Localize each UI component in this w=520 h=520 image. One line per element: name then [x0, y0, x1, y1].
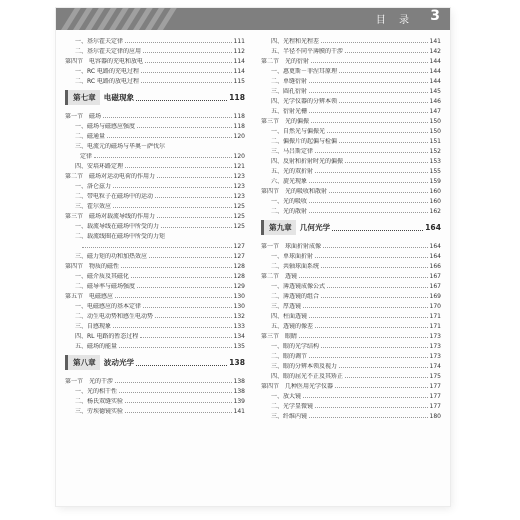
entry-page-number: 162 — [429, 208, 441, 215]
toc-subsection-entry[interactable] — [65, 160, 245, 170]
dot-leader — [155, 317, 232, 318]
dot-leader — [303, 397, 428, 398]
toc-section-entry[interactable] — [261, 240, 441, 250]
toc-left-column — [65, 35, 245, 415]
dot-leader — [131, 277, 232, 278]
toc-subsection-entry[interactable] — [261, 45, 441, 55]
entry-label: 二、光学显微镜 — [271, 403, 314, 410]
toc-subsection-entry[interactable] — [261, 310, 441, 320]
dot-leader — [119, 392, 232, 393]
dot-leader — [121, 267, 232, 268]
entry-page-number: 142 — [429, 48, 441, 55]
entry-label: 二、磁通量 — [75, 133, 106, 140]
dot-leader — [299, 277, 428, 278]
dot-leader — [309, 112, 428, 113]
entry-label: 四、光学仪器的分辨本领 — [271, 98, 338, 105]
entry-page-number: 171 — [429, 313, 441, 320]
toc-subsection-entry[interactable] — [261, 280, 441, 290]
entry-page-number: 159 — [429, 178, 441, 185]
dot-leader — [145, 62, 232, 63]
header-page-number: 3 — [430, 8, 440, 24]
entry-page-number: 118 — [233, 113, 245, 120]
dot-leader — [309, 182, 428, 183]
dot-leader — [107, 137, 232, 138]
toc-section-entry[interactable] — [261, 270, 441, 280]
entry-label: 二、带电粒子在磁场中的运动 — [75, 193, 154, 200]
dot-leader — [136, 359, 227, 366]
entry-label: 五、半径不同平薄膜的干涉 — [271, 48, 344, 55]
entry-page-number: 120 — [233, 153, 245, 160]
toc-subsection-entry[interactable] — [261, 125, 441, 135]
toc-subsection-entry[interactable] — [65, 230, 245, 240]
entry-label: 三、厚透镜 — [271, 303, 302, 310]
dot-leader — [140, 337, 231, 338]
entry-page-number: 130 — [233, 293, 245, 300]
toc-subsection-entry[interactable] — [65, 190, 245, 200]
dot-leader — [299, 337, 428, 338]
book-page — [56, 8, 450, 506]
entry-page-number: 125 — [233, 213, 245, 220]
toc-subsection-entry[interactable] — [261, 350, 441, 360]
dot-leader — [137, 127, 232, 128]
entry-label: 六、旋光现象 — [271, 178, 308, 185]
dot-leader — [315, 327, 428, 328]
toc-subsection-entry[interactable] — [65, 120, 245, 130]
entry-label: 三、马吕斯定律 — [271, 148, 314, 155]
toc-subsection-entry[interactable] — [261, 35, 441, 45]
entry-page-number: 112 — [233, 48, 245, 55]
dot-leader — [137, 287, 232, 288]
toc-subsection-entry[interactable] — [261, 300, 441, 310]
entry-label: 二、光的散射 — [271, 208, 308, 215]
toc-section-entry[interactable] — [65, 110, 245, 120]
entry-label: 三、纤维内镜 — [271, 413, 308, 420]
toc-chapter-entry[interactable] — [65, 90, 245, 104]
entry-page-number: 132 — [233, 313, 245, 320]
dot-leader — [125, 42, 232, 43]
entry-page-number: 111 — [233, 38, 245, 45]
toc-subsection-entry[interactable] — [261, 135, 441, 145]
toc-subsection-entry[interactable] — [261, 360, 441, 370]
toc-section-entry[interactable] — [65, 210, 245, 220]
toc-subsection-entry[interactable] — [65, 130, 245, 140]
dot-leader — [143, 52, 232, 53]
entry-page-number: 167 — [429, 273, 441, 280]
entry-page-number: 144 — [429, 68, 441, 75]
entry-page-number: 144 — [429, 78, 441, 85]
entry-label: 第二节 透镜 — [261, 273, 298, 280]
toc-subsection-entry[interactable] — [261, 410, 441, 420]
entry-page-number: 160 — [429, 198, 441, 205]
toc-section-entry[interactable] — [261, 55, 441, 65]
entry-page-number: 114 — [233, 58, 245, 65]
toc-subsection-entry[interactable] — [65, 180, 245, 190]
toc-section-entry[interactable] — [65, 290, 245, 300]
dot-leader — [141, 72, 232, 73]
entry-label: 三、眼的分辨本领及视力 — [271, 363, 338, 370]
entry-label: 第一节 磁场 — [65, 113, 102, 120]
entry-page-number: 155 — [429, 168, 441, 175]
entry-label: 定律 — [80, 153, 93, 160]
entry-page-number: 121 — [233, 163, 245, 170]
entry-page-number: 139 — [233, 398, 245, 405]
toc-subsection-entry[interactable] — [261, 195, 441, 205]
toc-subsection-entry[interactable] — [261, 65, 441, 75]
dot-leader — [125, 402, 232, 403]
entry-label: 一、光的吸收 — [271, 198, 308, 205]
dot-leader — [149, 257, 232, 258]
dot-leader — [321, 347, 428, 348]
chapter-page-number: 118 — [229, 92, 245, 102]
chapter-page-number: 138 — [229, 357, 245, 367]
entry-label: 五、衍射光栅 — [271, 108, 308, 115]
entry-label: 二、磁导率与磁场强度 — [75, 283, 136, 290]
entry-page-number: 114 — [233, 68, 245, 75]
entry-label: 第四节 几种医用光学仪器 — [261, 383, 334, 390]
entry-label: 第一节 光的干涉 — [65, 378, 114, 385]
entry-label: 四、RL 电路的暂态过程 — [75, 333, 139, 340]
entry-label: 一、载流导线在磁场中所受的力 — [75, 223, 160, 230]
chapter-title: 电磁现象 — [103, 92, 135, 102]
dot-leader — [329, 192, 428, 193]
entry-page-number: 153 — [429, 158, 441, 165]
dot-leader — [103, 117, 232, 118]
entry-label: 三、劳埃德镜实验 — [75, 408, 124, 415]
toc-section-entry[interactable] — [65, 170, 245, 180]
chapter-number: 第九章 — [261, 220, 296, 235]
toc-section-entry[interactable] — [261, 115, 441, 125]
entry-label: 四、安培环路定理 — [75, 163, 124, 170]
entry-label: 第一节 球面折射成像 — [261, 243, 322, 250]
toc-subsection-entry[interactable] — [261, 390, 441, 400]
dot-leader — [315, 257, 428, 258]
entry-page-number: 130 — [233, 303, 245, 310]
entry-label: 第四节 电容器的充电和放电 — [65, 58, 144, 65]
toc-section-entry[interactable] — [65, 375, 245, 385]
dot-leader — [155, 197, 232, 198]
toc-subsection-entry[interactable] — [261, 95, 441, 105]
entry-label: 三、霍尔效应 — [75, 203, 112, 210]
entry-page-number: 147 — [429, 108, 441, 115]
dot-leader — [309, 212, 428, 213]
entry-label: 一、磁介质及其磁化 — [75, 273, 130, 280]
entry-page-number: 177 — [429, 393, 441, 400]
entry-page-number: 151 — [429, 138, 441, 145]
dot-leader — [345, 162, 428, 163]
dot-leader — [345, 52, 428, 53]
toc-subsection-entry[interactable] — [65, 35, 245, 45]
toc-subsection-entry[interactable] — [65, 270, 245, 280]
dot-leader — [143, 307, 232, 308]
toc-subsection-entry[interactable] — [261, 340, 441, 350]
toc-subsection-entry[interactable] — [261, 320, 441, 330]
entry-label: 第二节 光的衍射 — [261, 58, 310, 65]
entry-page-number: 164 — [429, 243, 441, 250]
entry-label: 二、单缝衍射 — [271, 78, 308, 85]
toc-section-entry[interactable] — [261, 330, 441, 340]
entry-page-number: 128 — [233, 263, 245, 270]
dot-leader — [161, 227, 232, 228]
toc-subsection-entry[interactable] — [261, 260, 441, 270]
dot-leader — [311, 62, 428, 63]
dot-leader — [125, 412, 232, 413]
entry-page-number: 150 — [429, 128, 441, 135]
toc-subsection-entry[interactable] — [261, 205, 441, 215]
entry-page-number: 164 — [429, 253, 441, 260]
entry-page-number: 150 — [429, 118, 441, 125]
toc-subsection-entry[interactable] — [261, 105, 441, 115]
page-header — [56, 8, 450, 30]
dot-leader — [157, 217, 232, 218]
dot-leader — [309, 317, 428, 318]
entry-label: 四、光程和光程差 — [271, 38, 320, 45]
dot-leader — [309, 357, 428, 358]
entry-label: 二、偏振片的起偏与检偏 — [271, 138, 338, 145]
dot-leader — [309, 82, 428, 83]
entry-label: 第三节 光的偏振 — [261, 118, 310, 125]
entry-label: 二、杨氏双缝实验 — [75, 398, 124, 405]
toc-subsection-entry[interactable] — [261, 250, 441, 260]
entry-page-number: 115 — [233, 78, 245, 85]
entry-label: 一、放大镜 — [271, 393, 302, 400]
dot-leader — [303, 307, 428, 308]
chapter-title: 波动光学 — [103, 357, 135, 367]
entry-page-number: 138 — [233, 378, 245, 385]
dot-leader — [315, 152, 428, 153]
entry-page-number: 160 — [429, 188, 441, 195]
entry-label: 第三节 眼睛 — [261, 333, 298, 340]
toc-subsection-entry[interactable] — [261, 400, 441, 410]
toc-subsection-entry[interactable] — [65, 330, 245, 340]
toc-subsection-entry[interactable] — [261, 85, 441, 95]
entry-page-number: 127 — [233, 243, 245, 250]
toc-right-column — [261, 35, 441, 420]
entry-label: 第五节 电磁感应 — [65, 293, 114, 300]
entry-page-number: 146 — [429, 98, 441, 105]
dot-leader — [113, 327, 232, 328]
dot-leader — [311, 122, 428, 123]
entry-label: 一、RC 电路的充电过程 — [75, 68, 139, 75]
toc-subsection-entry[interactable] — [261, 155, 441, 165]
entry-label: 一、自然光与偏振光 — [271, 128, 326, 135]
dot-leader — [321, 42, 428, 43]
header-title: 目 录 — [375, 15, 414, 26]
entry-page-number: 177 — [429, 403, 441, 410]
entry-page-number: 175 — [429, 373, 441, 380]
dot-leader — [339, 102, 428, 103]
dot-leader — [136, 94, 227, 101]
toc-chapter-entry[interactable] — [65, 355, 245, 369]
entry-label: 一、眼的光学结构 — [271, 343, 320, 350]
dot-leader — [82, 247, 232, 248]
toc-section-entry[interactable] — [65, 260, 245, 270]
toc-subsection-entry[interactable] — [261, 370, 441, 380]
chapter-page-number: 164 — [425, 222, 441, 232]
entry-label: 一、基尔霍夫定律 — [75, 38, 124, 45]
entry-label: 四、柱面透镜 — [271, 313, 308, 320]
dot-leader — [309, 417, 428, 418]
entry-page-number: 141 — [429, 38, 441, 45]
entry-page-number: 144 — [429, 58, 441, 65]
entry-label: 一、薄透镜成像公式 — [271, 283, 326, 290]
entry-page-number: 174 — [429, 363, 441, 370]
dot-leader — [309, 92, 428, 93]
entry-label: 四、眼的屈光不正及其矫正 — [271, 373, 344, 380]
entry-label: 第二节 磁场对运动电荷的作用力 — [65, 173, 156, 180]
entry-label: 二、薄透镜的组合 — [271, 293, 320, 300]
toc-subsection-entry[interactable] — [261, 175, 441, 185]
entry-page-number: 135 — [233, 343, 245, 350]
toc-subsection-entry[interactable] — [261, 145, 441, 155]
entry-page-number: 123 — [233, 183, 245, 190]
entry-page-number: 173 — [429, 353, 441, 360]
entry-page-number: 125 — [233, 223, 245, 230]
dot-leader — [315, 407, 428, 408]
entry-label: 五、磁场的能量 — [75, 343, 118, 350]
toc-subsection-entry[interactable] — [65, 140, 245, 150]
dot-leader — [309, 202, 428, 203]
entry-label: 一、光的相干性 — [75, 388, 118, 395]
dot-leader — [125, 167, 232, 168]
entry-label: 三、圆孔衍射 — [271, 88, 308, 95]
entry-label: 三、自感现象 — [75, 323, 112, 330]
dot-leader — [315, 172, 428, 173]
dot-leader — [335, 387, 428, 388]
entry-page-number: 120 — [233, 133, 245, 140]
dot-leader — [339, 72, 428, 73]
entry-page-number: 134 — [233, 333, 245, 340]
dot-leader — [339, 367, 428, 368]
dot-leader — [119, 347, 232, 348]
entry-label: 第四节 物质的磁性 — [65, 263, 120, 270]
entry-page-number: 166 — [429, 263, 441, 270]
toc-chapter-entry[interactable] — [261, 220, 441, 234]
chapter-title: 几何光学 — [299, 222, 331, 232]
toc-subsection-entry[interactable] — [65, 405, 245, 415]
entry-label: 一、洛仑兹力 — [75, 183, 112, 190]
toc-subsection-entry[interactable] — [65, 300, 245, 310]
entry-page-number: 171 — [429, 323, 441, 330]
entry-label: 一、惠更斯－菲涅耳原理 — [271, 68, 338, 75]
entry-label: 五、光的双折射 — [271, 168, 314, 175]
toc-subsection-entry[interactable] — [65, 150, 245, 160]
entry-label: 三、电流元的磁场与毕奥－萨伐尔 — [75, 143, 166, 150]
toc-subsection-entry[interactable] — [65, 250, 245, 260]
entry-label: 第三节 磁场对载流导线的作用力 — [65, 213, 156, 220]
toc-subsection-entry[interactable] — [261, 290, 441, 300]
toc-subsection-entry[interactable] — [65, 45, 245, 55]
dot-leader — [141, 82, 232, 83]
entry-page-number: 133 — [233, 323, 245, 330]
dot-leader — [115, 297, 232, 298]
dot-leader — [157, 177, 232, 178]
entry-page-number: 125 — [233, 203, 245, 210]
toc-subsection-entry[interactable] — [261, 75, 441, 85]
toc-section-entry[interactable] — [261, 380, 441, 390]
entry-label: 第四节 光的吸收和散射 — [261, 188, 328, 195]
toc-subsection-entry[interactable] — [65, 75, 245, 85]
toc-subsection-entry[interactable] — [65, 280, 245, 290]
entry-label: 一、单球面折射 — [271, 253, 314, 260]
toc-subsection-entry[interactable] — [65, 395, 245, 405]
entry-label: 二、基尔霍夫定律的应用 — [75, 48, 142, 55]
entry-label: 二、载流线圈在磁场中所受的力矩 — [75, 233, 166, 240]
entry-label: 二、眼的调节 — [271, 353, 308, 360]
entry-page-number: 173 — [429, 343, 441, 350]
entry-page-number: 173 — [429, 333, 441, 340]
entry-page-number: 128 — [233, 273, 245, 280]
entry-page-number: 167 — [429, 283, 441, 290]
toc-section-entry[interactable] — [261, 185, 441, 195]
dot-leader — [113, 207, 232, 208]
entry-page-number: 180 — [429, 413, 441, 420]
toc-subsection-entry[interactable] — [65, 200, 245, 210]
dot-leader — [321, 297, 428, 298]
entry-page-number: 141 — [233, 408, 245, 415]
entry-page-number: 129 — [233, 283, 245, 290]
entry-page-number: 127 — [233, 253, 245, 260]
dot-leader — [327, 287, 428, 288]
entry-label: 三、磁力矩的功和加热效应 — [75, 253, 148, 260]
entry-label: 四、反射和折射时光的偏振 — [271, 158, 344, 165]
toc-subsection-entry[interactable] — [65, 65, 245, 75]
chapter-number: 第七章 — [65, 90, 100, 105]
toc-subsection-entry[interactable] — [65, 220, 245, 230]
dot-leader — [339, 142, 428, 143]
entry-label: 一、电磁感应的基本定律 — [75, 303, 142, 310]
toc-subsection-entry[interactable] — [261, 165, 441, 175]
dot-leader — [94, 157, 232, 158]
toc-subsection-entry[interactable] — [65, 385, 245, 395]
dot-leader — [323, 247, 428, 248]
dot-leader — [115, 382, 232, 383]
dot-leader — [321, 267, 428, 268]
dot-leader — [327, 132, 428, 133]
entry-label: 一、磁场与磁感应强度 — [75, 123, 136, 130]
dot-leader — [345, 377, 428, 378]
toc-subsection-entry[interactable] — [65, 340, 245, 350]
entry-page-number: 138 — [233, 388, 245, 395]
entry-page-number: 123 — [233, 193, 245, 200]
entry-page-number: 118 — [233, 123, 245, 130]
entry-page-number: 145 — [429, 88, 441, 95]
entry-page-number: 152 — [429, 148, 441, 155]
entry-label: 二、RC 电路的放电过程 — [75, 78, 139, 85]
entry-page-number: 123 — [233, 173, 245, 180]
entry-label: 五、透镜的像差 — [271, 323, 314, 330]
dot-leader — [332, 224, 423, 231]
entry-label: 二、共轴球面系统 — [271, 263, 320, 270]
chapter-number: 第八章 — [65, 355, 100, 370]
toc-subsection-entry[interactable] — [65, 240, 245, 250]
entry-page-number: 177 — [429, 383, 441, 390]
dot-leader — [113, 187, 232, 188]
toc-subsection-entry[interactable] — [65, 310, 245, 320]
entry-label: 二、动生电动势和感生电动势 — [75, 313, 154, 320]
entry-page-number: 170 — [429, 303, 441, 310]
toc-subsection-entry[interactable] — [65, 320, 245, 330]
entry-page-number: 169 — [429, 293, 441, 300]
toc-section-entry[interactable] — [65, 55, 245, 65]
